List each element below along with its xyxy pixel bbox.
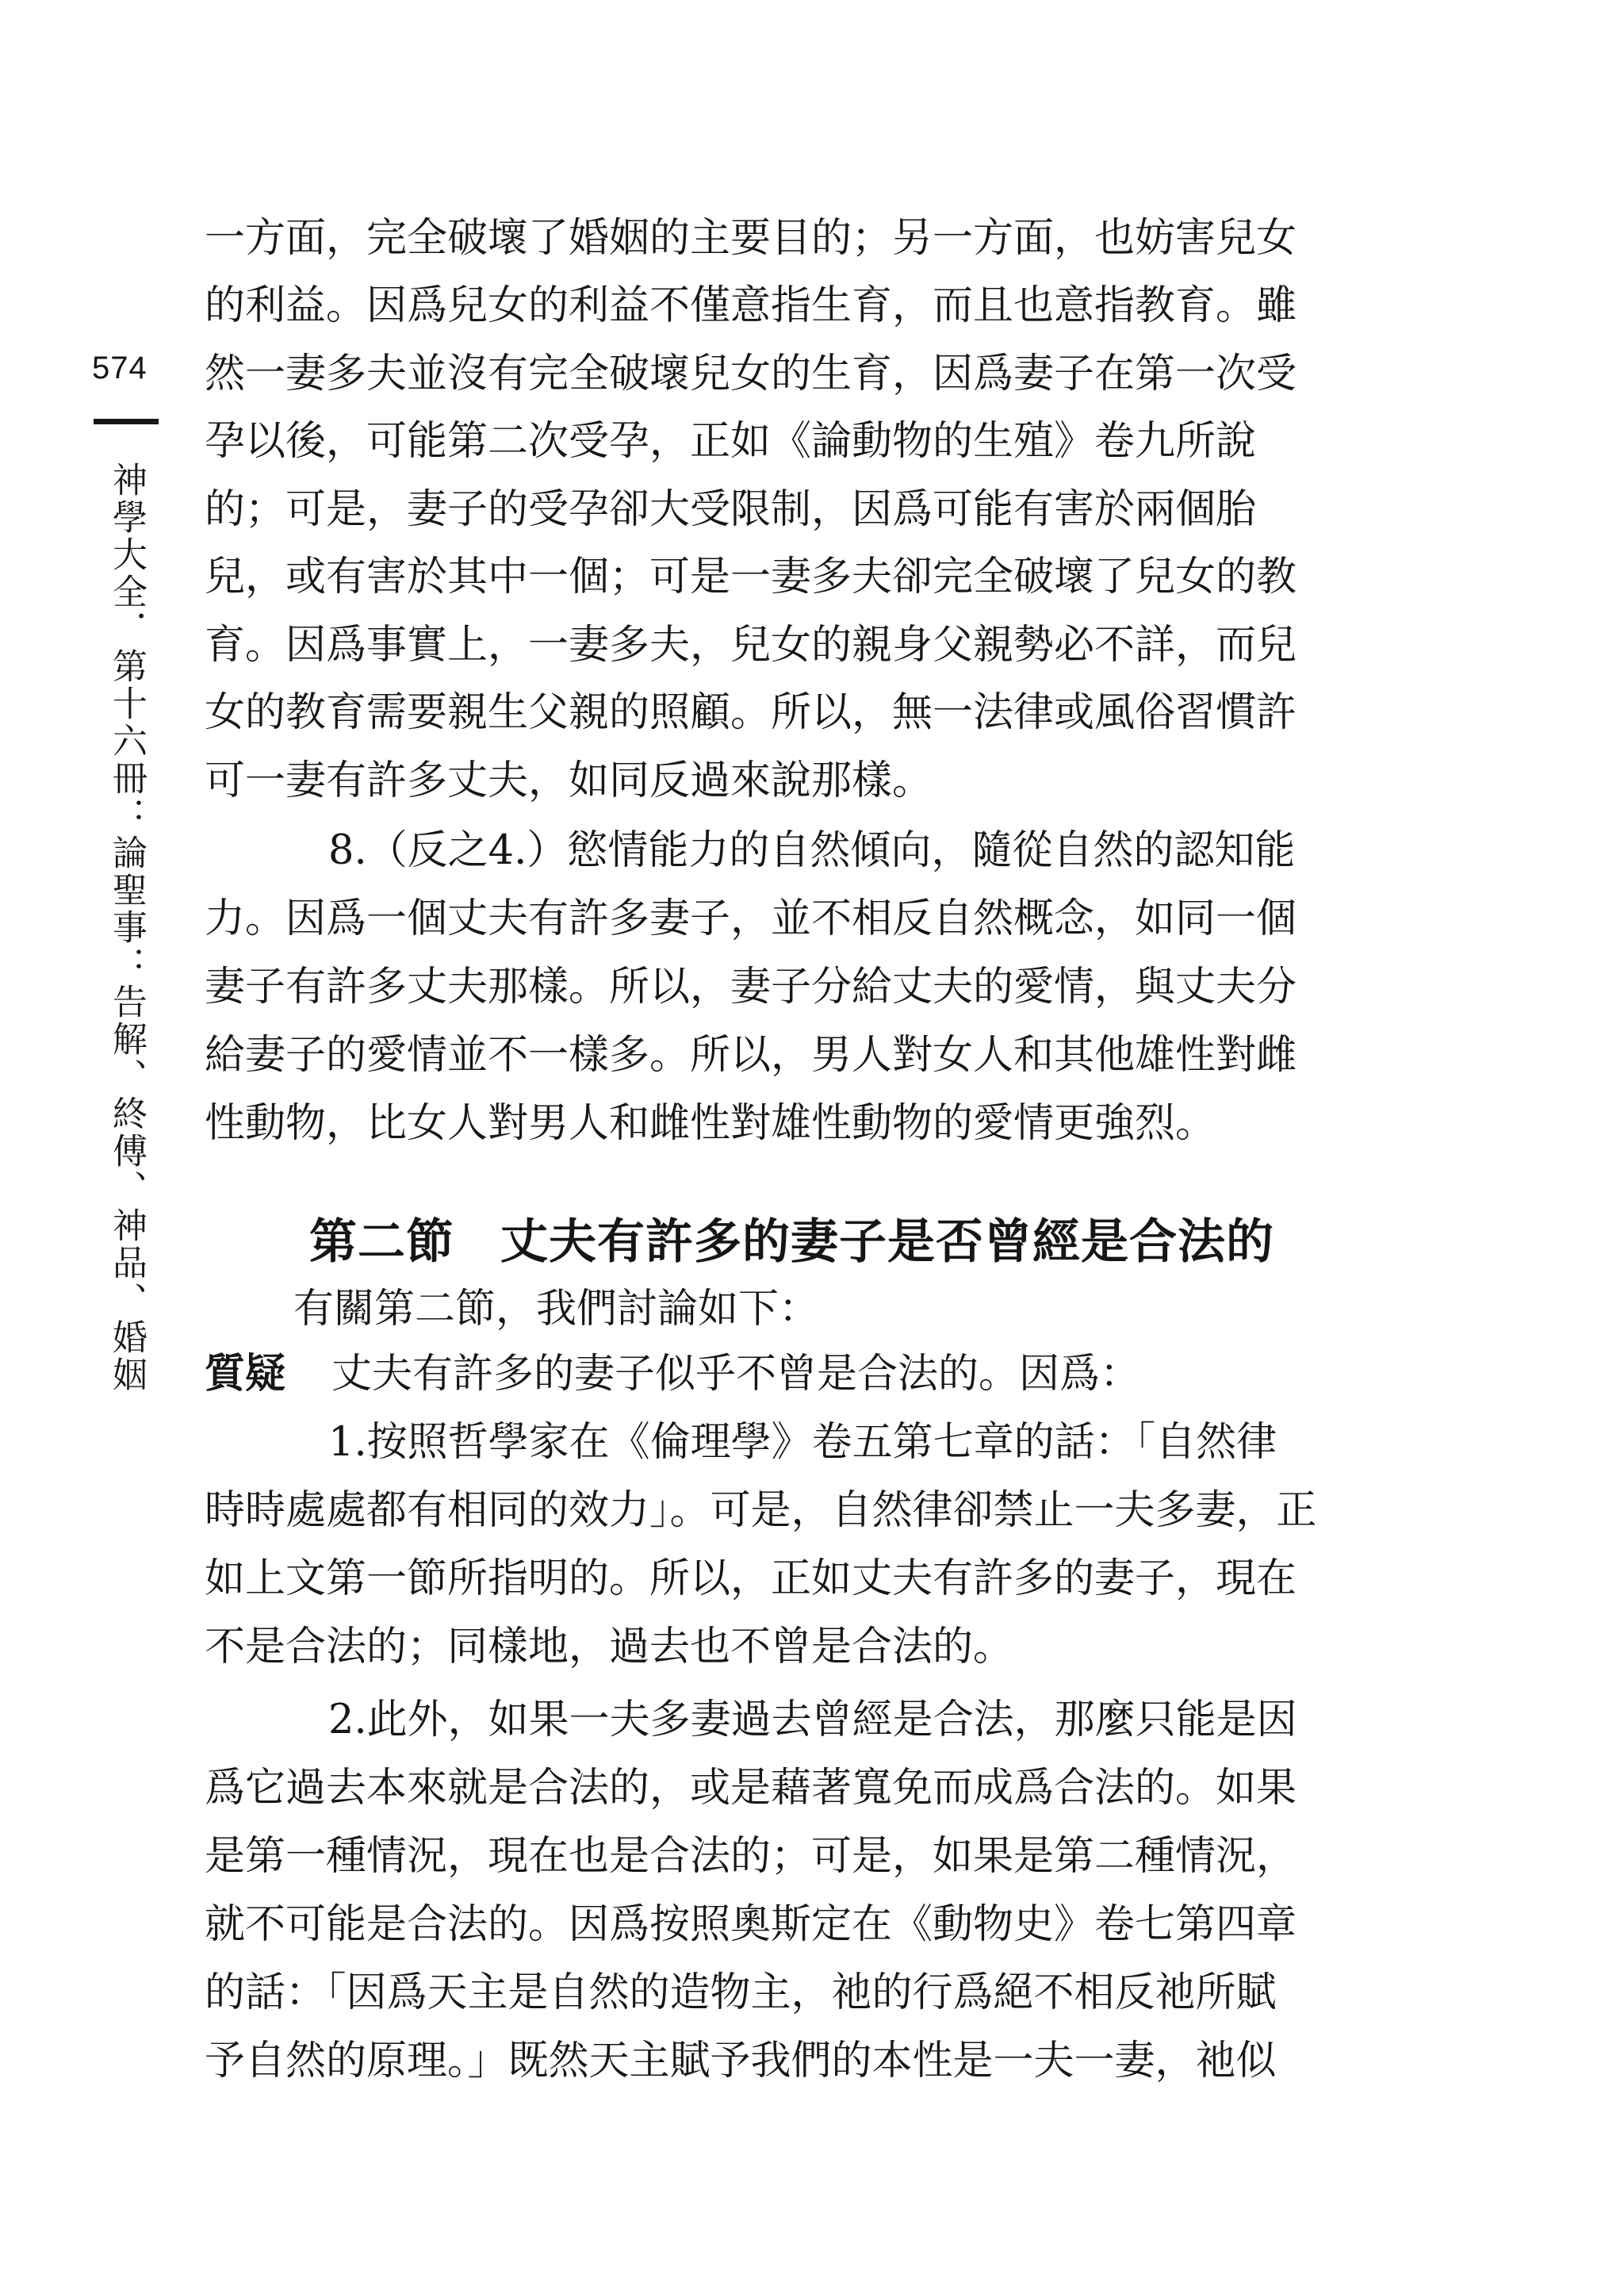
text-line: 1.按照哲學家在《倫理學》卷五第七章的話：「自然律: [328, 1419, 1277, 1466]
section-heading: [309, 1210, 1274, 1274]
objection-line: [205, 1344, 1331, 1405]
text-line: 8.（反之4.）慾情能力的自然傾向，隨從自然的認知能: [328, 827, 1296, 874]
objection-label: 質疑: [205, 1351, 286, 1398]
text-line: 予自然的原理。」既然天主賦予我們的本性是一夫一妻，祂似: [205, 2038, 1277, 2084]
section-title: 丈夫有許多的妻子是否曾經是合法的: [500, 1214, 1274, 1270]
text-line: 可一妻有許多丈夫，如同反過來說那樣。: [205, 757, 933, 804]
text-line: 的話：「因爲天主是自然的造物主，祂的行爲絕不相反祂所賦: [205, 1969, 1277, 2016]
text-line: 有關第二節，我們討論如下：: [293, 1286, 820, 1332]
section-number: 第二節: [309, 1214, 454, 1270]
text-line: 如上文第一節所指明的。所以，正如丈夫有許多的妻子，現在: [205, 1555, 1297, 1602]
text-line: 2.此外，如果一夫多妻過去曾經是合法，那麼只能是因: [328, 1697, 1297, 1743]
text-line: 不是合法的；同樣地，過去也不曾是合法的。: [205, 1624, 1014, 1670]
text-line: 妻子有許多丈夫那樣。所以，妻子分給丈夫的愛情，與丈夫分: [205, 964, 1297, 1010]
objection-text: 丈夫有許多的妻子似乎不曾是合法的。因爲：: [331, 1351, 1141, 1398]
running-title: 神學大全．第十六冊：論聖事：告解、終傅、神品、婚姻: [106, 462, 147, 1394]
text-line: 爲它過去本來就是合法的，或是藉著寬免而成爲合法的。如果: [205, 1765, 1297, 1812]
text-line: 力。因爲一個丈夫有許多妻子，並不相反自然概念，如同一個: [205, 895, 1297, 942]
text-line: 一方面，完全破壞了婚姻的主要目的；另一方面，也妨害兒女: [205, 215, 1297, 262]
text-line: 的；可是，妻子的受孕卻大受限制，因爲可能有害於兩個胎: [205, 486, 1257, 533]
text-line: 性動物，比女人對男人和雌性對雄性動物的愛情更強烈。: [205, 1100, 1216, 1147]
text-line: 然一妻多夫並沒有完全破壞兒女的生育，因爲妻子在第一次受: [205, 351, 1297, 397]
text-line: 育。因爲事實上，一妻多夫，兒女的親身父親勢必不詳，而兒: [205, 622, 1297, 669]
page-number: 574: [92, 351, 147, 385]
text-line: 的利益。因爲兒女的利益不僅意指生育，而且也意指教育。雖: [205, 282, 1297, 329]
text-line: 兒，或有害於其中一個；可是一妻多夫卻完全破壞了兒女的教: [205, 554, 1297, 600]
text-line: 孕以後，可能第二次受孕，正如《論動物的生殖》卷九所說: [205, 418, 1257, 465]
text-line: 給妻子的愛情並不一樣多。所以，男人對女人和其他雄性對雌: [205, 1032, 1297, 1079]
text-line: 時時處處都有相同的效力」。可是，自然律卻禁止一夫多妻，正: [205, 1487, 1317, 1534]
text-line: 就不可能是合法的。因爲按照奧斯定在《動物史》卷七第四章: [205, 1901, 1297, 1948]
text-line: 女的教育需要親生父親的照顧。所以，無一法律或風俗習慣許: [205, 689, 1297, 736]
margin-rule: [94, 419, 159, 424]
text-line: 是第一種情況，現在也是合法的；可是，如果是第二種情況，: [205, 1833, 1297, 1880]
